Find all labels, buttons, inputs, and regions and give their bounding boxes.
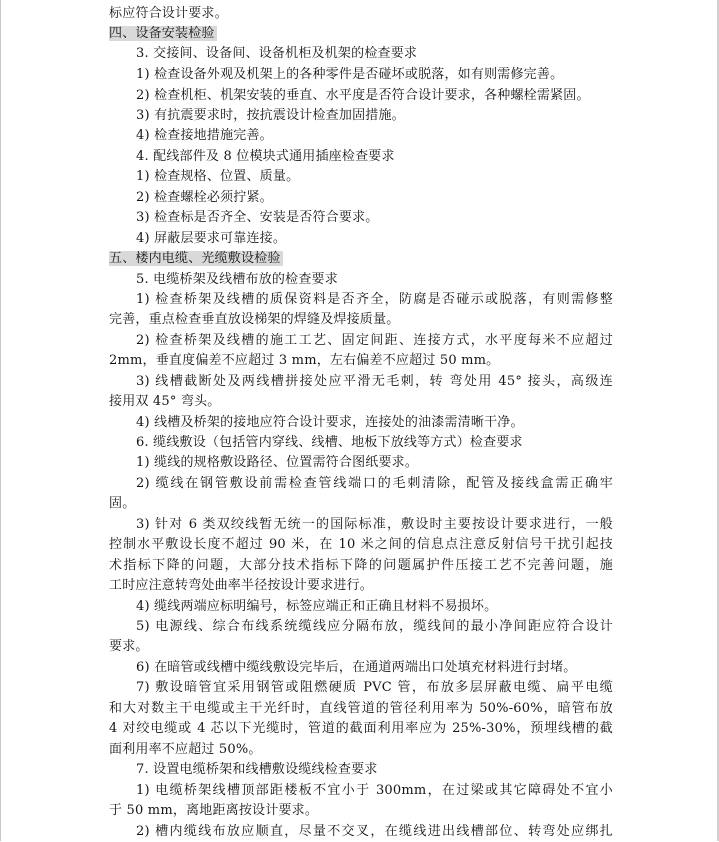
line-text: 工时应注意转弯处曲率半径按设计要求进行。: [109, 578, 374, 593]
line-text: 和大对数主干电缆或主干光纤时，直线管道的管径利用率为 50%-60%，暗管布放: [109, 701, 613, 716]
line-text: 5. 电缆桥架及线槽布放的检查要求: [136, 272, 338, 287]
paragraph-line: [136, 126, 613, 146]
paragraph-line: [136, 781, 613, 801]
line-text: 3) 有抗震要求时，按抗震设计检查加固措施。: [136, 108, 405, 123]
line-text: 4 对绞电缆或 4 芯以下光缆时，管道的截面利用率应为 25%-30%，预埋线槽的截: [109, 721, 613, 736]
paragraph-line: [136, 44, 613, 64]
line-text: 4) 缆线两端应标明编号，标签应端正和正确且材料不易损坏。: [136, 599, 498, 614]
line-text: 完善，重点检查垂直放设梯架的焊缝及焊接质量。: [109, 312, 400, 327]
line-text: 2mm，垂直度偏差不应超过 3 mm，左右偏差不应超过 50 mm。: [109, 353, 500, 368]
line-text: 4) 屏蔽层要求可靠连接。: [136, 231, 287, 246]
line-text: 1) 缆线的规格敷设路径、位置需符合图纸要求。: [136, 455, 419, 470]
paragraph-line: [109, 801, 613, 821]
line-text: 6. 缆线敷设（包括管内穿线、线槽、地板下放线等方式）检查要求: [136, 435, 523, 450]
paragraph-line: [136, 474, 613, 494]
section-heading: [109, 249, 613, 269]
line-text: 标应符合设计要求。: [109, 6, 228, 21]
section-heading: [109, 24, 613, 44]
paragraph-line: [109, 392, 613, 412]
paragraph-line: [136, 413, 613, 433]
line-text: 4) 检查接地措施完善。: [136, 128, 273, 143]
paragraph-line: [136, 229, 613, 249]
line-text: 5) 电源线、综合布线系统缆线应分隔布放，缆线间的最小净间距应符合设计: [136, 619, 613, 634]
line-text: 3) 检查标是否齐全、安装是否符合要求。: [136, 210, 379, 225]
line-text: 4. 配线部件及 8 位模块式通用插座检查要求: [136, 149, 395, 164]
line-text: 7. 设置电缆桥架和线槽敷设缆线检查要求: [136, 762, 378, 777]
line-text: 2) 检查螺栓必须拧紧。: [136, 190, 273, 205]
paragraph-line: [136, 167, 613, 187]
line-text: 四、设备安装检验: [109, 26, 215, 41]
line-text: 1) 检查规格、位置、质量。: [136, 169, 300, 184]
paragraph-line: [136, 65, 613, 85]
paragraph-line: [136, 270, 613, 290]
paragraph-line: [109, 535, 613, 555]
line-text: 于 50 mm，离地距离按设计要求。: [109, 803, 319, 818]
paragraph-line: [136, 760, 613, 780]
line-text: 2) 检查机柜、机架安装的垂直、水平度是否符合设计要求，各种螺栓需紧固。: [136, 88, 590, 103]
line-text: 7) 敷设暗管宜采用钢管或阻燃硬质 PVC 管，布放多层屏蔽电缆、扁平电缆: [136, 680, 613, 695]
paragraph-line: [109, 4, 613, 24]
line-text: 1) 检查桥架及线槽的质保资料是否齐全，防腐是否碰示或脱落，有则需修整: [136, 292, 613, 307]
paragraph-line: [136, 147, 613, 167]
line-text: 要求。: [109, 639, 149, 654]
line-text: 接用双 45° 弯头。: [109, 394, 221, 409]
line-text: 3. 交接间、设备间、设备机柜及机架的检查要求: [136, 46, 418, 61]
paragraph-line: [136, 658, 613, 678]
paragraph-line: [136, 331, 613, 351]
paragraph-line: [136, 290, 613, 310]
line-text: 固。: [109, 496, 136, 511]
paragraph-line: [136, 597, 613, 617]
line-text: 五、楼内电缆、光缆敷设检验: [109, 251, 281, 266]
paragraph-line: [136, 617, 613, 637]
line-text: 2) 槽内缆线布放应顺直，尽量不交叉，在缆线进出线槽部位、转弯处应绑扎: [136, 824, 613, 839]
paragraph-line: [136, 106, 613, 126]
line-text: 2) 检查桥架及线槽的施工工艺、固定间距、连接方式，水平度每米不应超过: [136, 333, 613, 348]
paragraph-line: [109, 494, 613, 514]
paragraph-line: [109, 699, 613, 719]
paragraph-line: [109, 576, 613, 596]
line-text: 术指标下降的问题，大部分技术指标下降的问题属护件压接工艺不完善问题，施: [109, 558, 613, 573]
paragraph-line: [136, 188, 613, 208]
line-text: 控制水平敷设长度不超过 90 米，在 10 米之间的信息点注意反射信号干扰引起技: [109, 537, 613, 552]
line-text: 3) 针对 6 类双绞线暂无统一的国际标准，敷设时主要按设计要求进行，一般: [136, 517, 613, 532]
paragraph-line: [136, 86, 613, 106]
paragraph-line: [109, 556, 613, 576]
paragraph-line: [109, 351, 613, 371]
line-text: 1) 电缆桥架线槽顶部距楼板不宜小于 300mm，在过梁或其它障碍处不宜小: [136, 783, 613, 798]
paragraph-line: [136, 372, 613, 392]
paragraph-line: [136, 822, 613, 842]
paragraph-line: [136, 515, 613, 535]
paragraph-line: [136, 433, 613, 453]
paragraph-line: [109, 310, 613, 330]
line-text: 2) 缆线在钢管敷设前需检查管线端口的毛刺清除，配管及接线盒需正确牢: [136, 476, 613, 491]
paragraph-line: [136, 678, 613, 698]
line-text: 面利用率不应超过 50%。: [109, 742, 262, 757]
paragraph-line: [136, 453, 613, 473]
line-text: 4) 线槽及桥架的接地应符合设计要求，连接处的油漆需清晰干净。: [136, 415, 524, 430]
paragraph-line: [136, 208, 613, 228]
paragraph-line: [109, 740, 613, 760]
line-text: 3) 线槽截断处及两线槽拼接处应平滑无毛刺，转 弯处用 45° 接头，高级连: [136, 374, 613, 389]
line-text: 1) 检查设备外观及机架上的各种零件是否碰坏或脱落，如有则需修完善。: [136, 67, 564, 82]
paragraph-line: [109, 637, 613, 657]
line-text: 6) 在暗管或线槽中缆线敷设完毕后，在通道两端出口处填充材料进行封堵。: [136, 660, 577, 675]
paragraph-line: [109, 719, 613, 739]
